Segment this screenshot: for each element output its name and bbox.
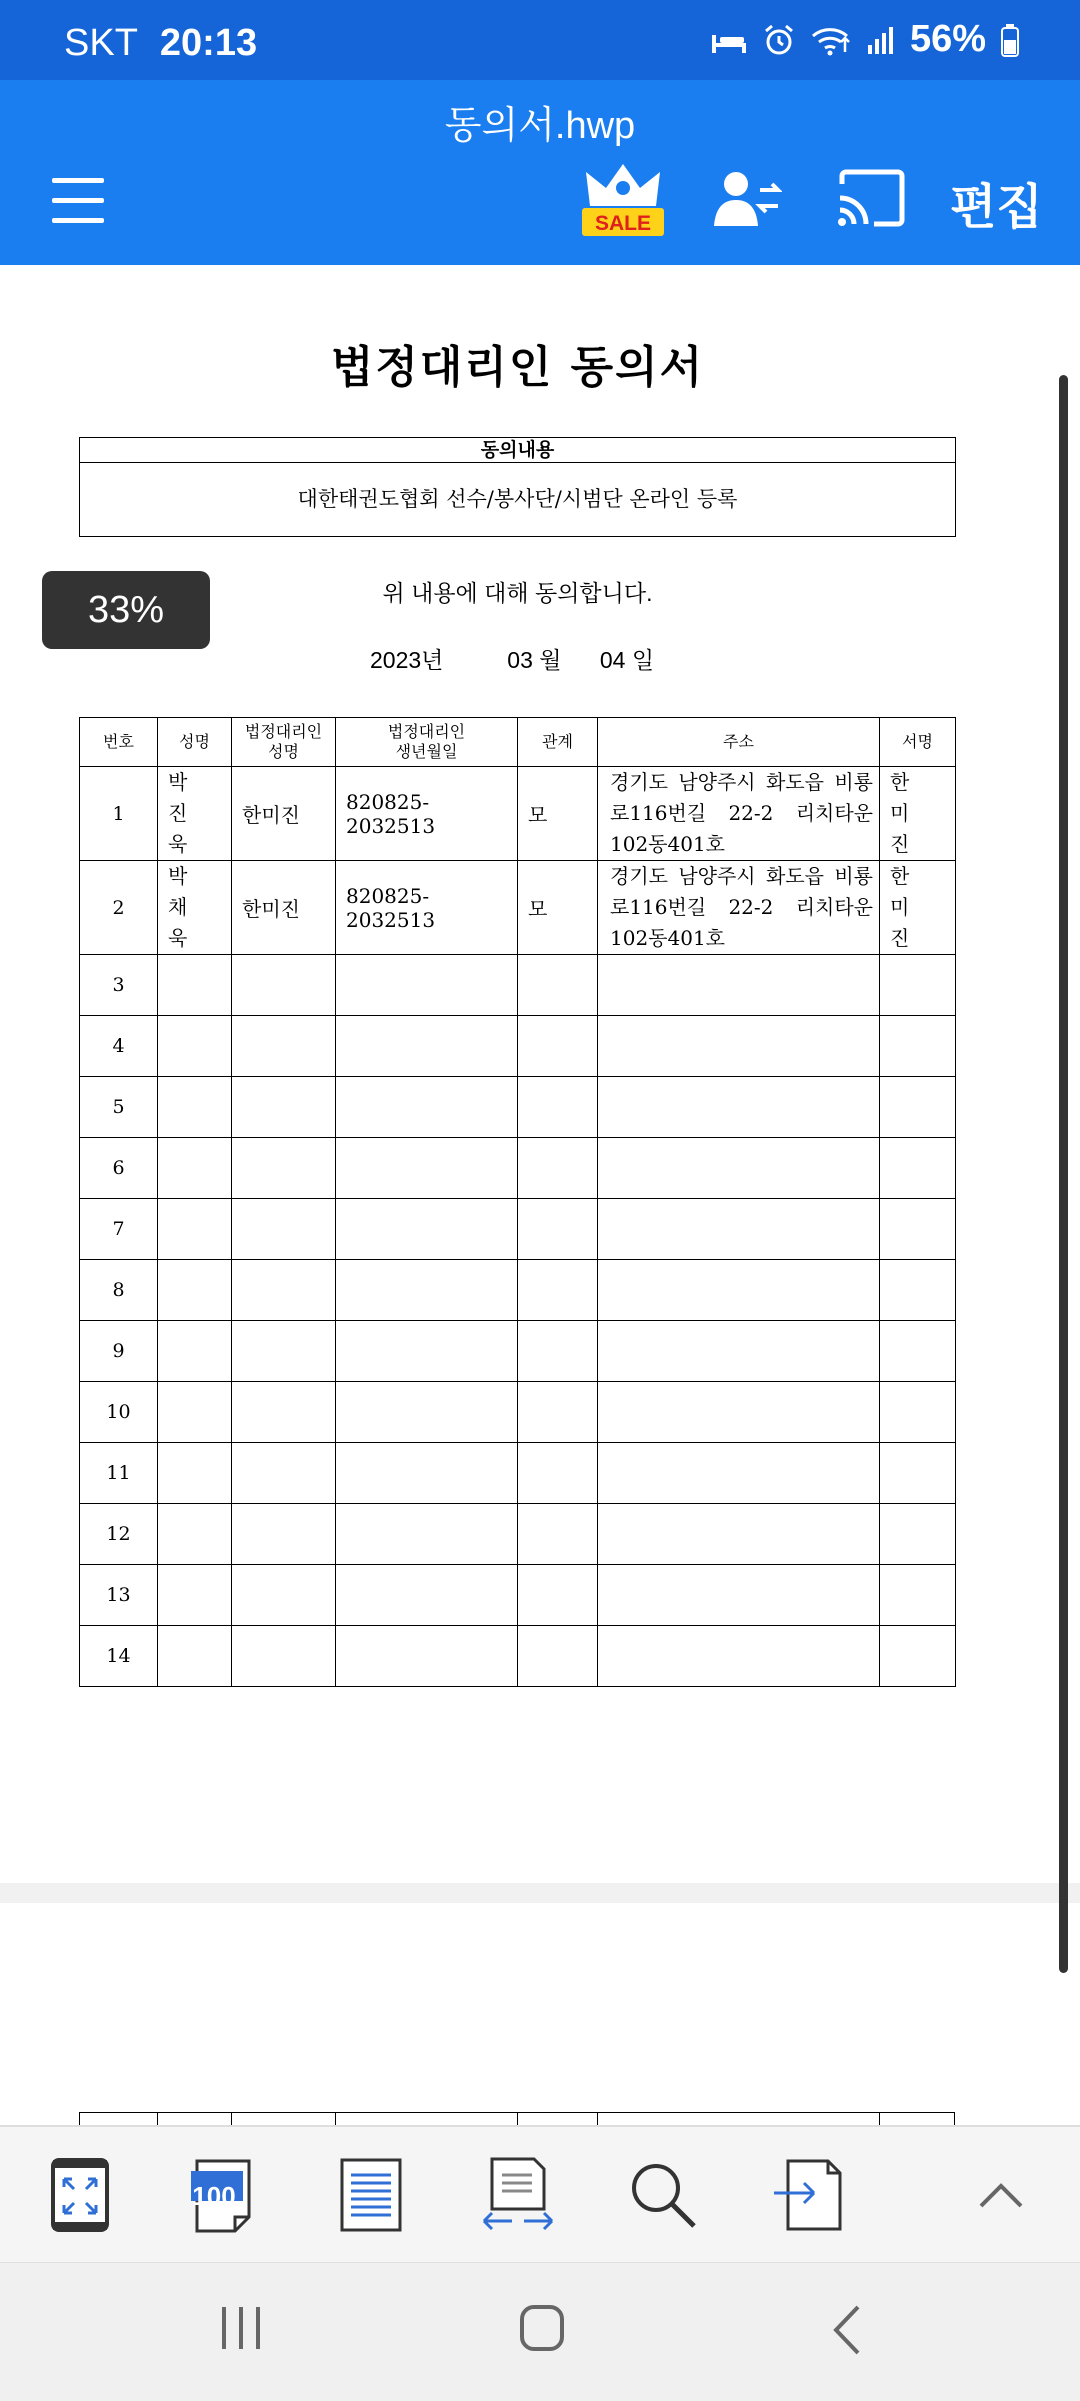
table-cell-guardian xyxy=(232,1504,336,1565)
table-cell-relation xyxy=(518,1138,598,1199)
search-icon xyxy=(628,2160,698,2230)
table-cell-no: 3 xyxy=(80,955,158,1016)
table-cell-birth: 820825-2032513 xyxy=(336,767,518,861)
edit-button[interactable]: 편집 xyxy=(950,179,1043,235)
table-cell-birth xyxy=(336,1382,518,1443)
table-cell-name xyxy=(158,1199,232,1260)
table-cell-birth xyxy=(336,1199,518,1260)
table-row xyxy=(80,767,956,861)
table-cell-no: 13 xyxy=(80,1565,158,1626)
date-line xyxy=(370,642,654,675)
page-flow-button[interactable] xyxy=(478,2147,558,2243)
table-cell-guardian xyxy=(232,1077,336,1138)
date-day: 04 일 xyxy=(599,647,655,673)
table-cell-sign: 한미진 xyxy=(880,861,956,955)
table-row xyxy=(80,1077,956,1138)
table-cell-address xyxy=(598,1443,880,1504)
table-cell-guardian xyxy=(232,1626,336,1687)
fit-screen-button[interactable] xyxy=(44,2147,116,2243)
table-cell-no: 5 xyxy=(80,1077,158,1138)
home-button[interactable] xyxy=(518,2303,566,2357)
table-cell-relation xyxy=(518,1260,598,1321)
table-cell-sign xyxy=(880,1382,956,1443)
consent-content-body: 대한태권도협회 선수/봉사단/시범단 온라인 등록 xyxy=(297,487,738,511)
table-cell-sign xyxy=(880,1626,956,1687)
table-cell-address xyxy=(598,1199,880,1260)
system-nav-bar xyxy=(0,2262,1080,2401)
table-cell-name xyxy=(158,1504,232,1565)
table-cell-relation xyxy=(518,1382,598,1443)
table-cell-no: 7 xyxy=(80,1199,158,1260)
document-scrollbar[interactable] xyxy=(1059,375,1068,1973)
table-cell-no: 9 xyxy=(80,1321,158,1382)
status-left xyxy=(64,22,257,65)
zoom-100-label: 100 xyxy=(192,2181,236,2211)
table-cell-sign xyxy=(880,955,956,1016)
table-cell-guardian xyxy=(232,1260,336,1321)
table-cell-sign: 한미진 xyxy=(880,767,956,861)
consent-content-box xyxy=(79,437,956,537)
table-cell-relation xyxy=(518,1626,598,1687)
alarm-icon xyxy=(762,23,796,57)
signal-icon xyxy=(866,25,896,55)
table-cell-guardian xyxy=(232,1321,336,1382)
table-row xyxy=(80,1260,956,1321)
table-cell-sign xyxy=(880,1321,956,1382)
table-cell-address xyxy=(598,1626,880,1687)
header-address: 주소 xyxy=(598,718,880,767)
table-cell-sign xyxy=(880,1565,956,1626)
table-cell-address xyxy=(598,1382,880,1443)
cast-icon xyxy=(836,168,906,228)
home-icon xyxy=(518,2303,566,2353)
table-row xyxy=(80,1138,956,1199)
table-cell-birth: 820825-2032513 xyxy=(336,861,518,955)
table-cell-birth xyxy=(336,1443,518,1504)
consent-content-header: 동의내용 xyxy=(80,438,955,463)
table-cell-guardian: 한미진 xyxy=(232,861,336,955)
recent-apps-icon xyxy=(218,2303,264,2353)
menu-icon-line xyxy=(52,198,104,203)
table-cell-name: 박채욱 xyxy=(158,861,232,955)
table-cell-name xyxy=(158,1321,232,1382)
table-cell-guardian xyxy=(232,1016,336,1077)
table-cell-birth xyxy=(336,1260,518,1321)
cast-button[interactable] xyxy=(836,168,906,228)
header-name: 성명 xyxy=(158,718,232,767)
table-cell-address xyxy=(598,1565,880,1626)
table-cell-name xyxy=(158,1565,232,1626)
page-text-icon xyxy=(339,2157,403,2233)
table-cell-birth xyxy=(336,1077,518,1138)
document-title: 동의서.hwp xyxy=(444,105,636,147)
search-button[interactable] xyxy=(626,2147,700,2243)
table-row xyxy=(80,1504,956,1565)
table-cell-address xyxy=(598,1321,880,1382)
table-row xyxy=(80,1016,956,1077)
user-switch-button[interactable] xyxy=(712,168,782,232)
table-cell-name xyxy=(158,1260,232,1321)
table-cell-guardian xyxy=(232,1382,336,1443)
header-guardian: 법정대리인 성명 xyxy=(232,718,336,767)
table-cell-no: 1 xyxy=(80,767,158,861)
header-no: 번호 xyxy=(80,718,158,767)
table-cell-no: 12 xyxy=(80,1504,158,1565)
table-cell-birth xyxy=(336,1504,518,1565)
table-cell-birth xyxy=(336,1626,518,1687)
page-title: 법정대리인 동의서 xyxy=(330,342,705,393)
table-cell-birth xyxy=(336,1565,518,1626)
table-row xyxy=(80,955,956,1016)
table-cell-birth xyxy=(336,1138,518,1199)
table-cell-address xyxy=(598,955,880,1016)
table-cell-guardian xyxy=(232,1565,336,1626)
header-sign: 서명 xyxy=(880,718,956,767)
table-row xyxy=(80,1199,956,1260)
chevron-up-icon xyxy=(977,2180,1025,2210)
table-cell-no: 8 xyxy=(80,1260,158,1321)
user-switch-icon xyxy=(712,168,782,232)
table-cell-name xyxy=(158,1016,232,1077)
table-cell-address: 경기도 남양주시 화도읍 비룡로116번길 22-2 리치타운 102동401호 xyxy=(598,767,880,861)
expand-toolbar-button[interactable] xyxy=(966,2147,1036,2243)
header-relation: 관계 xyxy=(518,718,598,767)
table-row xyxy=(80,861,956,955)
table-row xyxy=(80,1565,956,1626)
table-cell-birth xyxy=(336,1321,518,1382)
table-cell-relation xyxy=(518,1565,598,1626)
table-cell-address xyxy=(598,1016,880,1077)
table-cell-no: 10 xyxy=(80,1382,158,1443)
battery-icon xyxy=(1000,23,1020,57)
fit-screen-icon xyxy=(50,2157,110,2233)
table-row xyxy=(80,1443,956,1504)
table-cell-relation: 모 xyxy=(518,861,598,955)
table-cell-address xyxy=(598,1077,880,1138)
status-bar xyxy=(0,0,1080,80)
table-cell-relation xyxy=(518,1077,598,1138)
table-cell-sign xyxy=(880,1443,956,1504)
table-cell-guardian xyxy=(232,1138,336,1199)
table-cell-relation xyxy=(518,1199,598,1260)
table-cell-relation xyxy=(518,1016,598,1077)
page-view-button[interactable] xyxy=(336,2147,406,2243)
table-cell-guardian xyxy=(232,1443,336,1504)
back-icon xyxy=(830,2303,864,2357)
zoom-100-button[interactable] xyxy=(182,2147,262,2243)
table-cell-sign xyxy=(880,1504,956,1565)
date-year: 2023년 xyxy=(370,647,444,673)
sleep-mode-icon xyxy=(710,25,748,55)
table-cell-address xyxy=(598,1504,880,1565)
table-cell-relation xyxy=(518,1443,598,1504)
table-row xyxy=(80,1626,956,1687)
table-cell-sign xyxy=(880,1077,956,1138)
table-cell-relation xyxy=(518,1504,598,1565)
table-cell-address: 경기도 남양주시 화도읍 비룡로116번길 22-2 리치타운 102동401호 xyxy=(598,861,880,955)
table-cell-name xyxy=(158,1443,232,1504)
table-cell-no: 4 xyxy=(80,1016,158,1077)
header-birth: 법정대리인 생년월일 xyxy=(336,718,518,767)
table-cell-relation xyxy=(518,955,598,1016)
date-month: 03 월 xyxy=(507,647,562,673)
table-cell-name xyxy=(158,1138,232,1199)
table-cell-birth xyxy=(336,1016,518,1077)
table-cell-name xyxy=(158,1626,232,1687)
zoom-level-badge: 33% xyxy=(42,571,210,649)
menu-button[interactable] xyxy=(52,178,104,222)
table-cell-name xyxy=(158,1382,232,1443)
recent-apps-button[interactable] xyxy=(218,2303,264,2357)
next-page-table-top xyxy=(79,2112,955,2125)
consent-table xyxy=(79,717,956,1687)
table-cell-sign xyxy=(880,1260,956,1321)
back-button[interactable] xyxy=(830,2303,864,2361)
page-separator xyxy=(0,1883,1080,1903)
table-cell-guardian xyxy=(232,955,336,1016)
table-cell-name xyxy=(158,955,232,1016)
sale-label: SALE xyxy=(594,212,651,235)
table-cell-sign xyxy=(880,1199,956,1260)
table-row xyxy=(80,1321,956,1382)
table-cell-address xyxy=(598,1260,880,1321)
document-viewer[interactable] xyxy=(0,265,1080,2125)
table-cell-no: 11 xyxy=(80,1443,158,1504)
table-cell-address xyxy=(598,1138,880,1199)
page-flow-icon xyxy=(480,2155,556,2235)
table-cell-guardian: 한미진 xyxy=(232,767,336,861)
menu-icon-line xyxy=(52,178,104,183)
table-cell-sign xyxy=(880,1138,956,1199)
go-to-page-button[interactable] xyxy=(770,2147,846,2243)
table-cell-no: 14 xyxy=(80,1626,158,1687)
table-cell-relation xyxy=(518,1321,598,1382)
table-cell-name: 박진욱 xyxy=(158,767,232,861)
table-cell-no: 6 xyxy=(80,1138,158,1199)
clock: 20:13 xyxy=(159,22,258,64)
carrier-label: SKT xyxy=(64,22,138,64)
battery-percent: 56% xyxy=(909,18,986,60)
table-cell-sign xyxy=(880,1016,956,1077)
table-cell-birth xyxy=(336,955,518,1016)
go-to-page-icon xyxy=(772,2157,844,2233)
table-cell-relation: 모 xyxy=(518,767,598,861)
bottom-toolbar xyxy=(0,2125,1080,2263)
sale-crown-button[interactable] xyxy=(578,158,668,240)
table-header-row xyxy=(80,718,956,767)
table-cell-name xyxy=(158,1077,232,1138)
app-bar xyxy=(0,80,1080,265)
table-cell-no: 2 xyxy=(80,861,158,955)
status-right xyxy=(710,18,1020,61)
agreement-text: 위 내용에 대해 동의합니다. xyxy=(382,580,653,606)
menu-icon-line xyxy=(52,218,104,223)
table-cell-guardian xyxy=(232,1199,336,1260)
table-row xyxy=(80,1382,956,1443)
wifi-icon xyxy=(810,24,852,56)
